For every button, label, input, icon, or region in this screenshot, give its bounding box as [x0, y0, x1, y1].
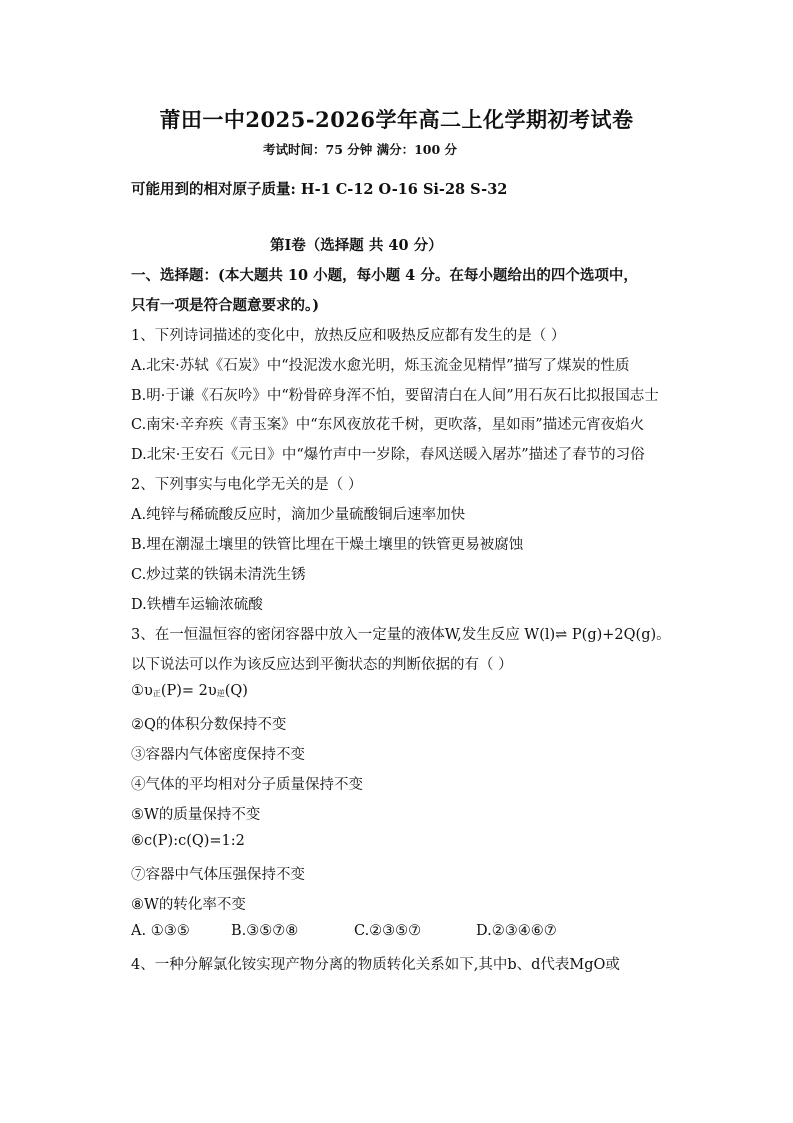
q2-option-b: B.埋在潮湿土壤里的铁管比埋在干燥土壤里的铁管更易被腐蚀 — [131, 537, 524, 553]
q3-statement-3: ③容器内气体密度保持不变 — [131, 747, 305, 763]
q1-option-a: A.北宋·苏轼《石炭》中“投泥泼水愈光明，烁玉流金见精悍”描写了煤炭的性质 — [131, 358, 630, 374]
circle-number: ① — [131, 683, 144, 699]
q3-statement-6: ⑥c(P):c(Q)=1:2 — [131, 833, 245, 849]
q4-stem: 4、一种分解氯化铵实现产物分离的物质转化关系如下,其中b、d代表MgO或 — [131, 957, 620, 973]
exam-title: 莆田一中2025-2026学年高二上化学期初考试卷 — [159, 107, 634, 132]
q3-stem-line2: 以下说法可以作为该反应达到平衡状态的判断依据的有（ ） — [131, 657, 513, 673]
q2-option-a: A.纯锌与稀硫酸反应时，滴加少量硫酸铜后速率加快 — [131, 507, 466, 523]
rate-middle: (P)= 2υ — [160, 683, 217, 699]
q1-stem: 1、下列诗词描述的变化中，放热反应和吸热反应都有发生的是（ ） — [131, 328, 566, 344]
section-heading-line2: 只有一项是符合题意要求的。) — [131, 297, 320, 314]
q3-statement-7: ⑦容器中气体压强保持不变 — [131, 867, 305, 883]
q2-stem: 2、下列事实与电化学无关的是（ ） — [131, 477, 363, 493]
q1-option-b: B.明·于谦《石灰吟》中“粉骨碎身浑不怕，要留清白在人间”用石灰石比拟报国志士 — [131, 388, 659, 404]
q3-statement-1 — [131, 683, 248, 699]
atomic-masses: 可能用到的相对原子质量: H-1 C-12 O-16 Si-28 S-32 — [131, 181, 508, 198]
q2-option-d: D.铁槽车运输浓硫酸 — [131, 597, 263, 613]
exam-info: 考试时间：75 分钟 满分：100 分 — [263, 142, 458, 157]
q3-choice-b: B.③⑤⑦⑧ — [231, 923, 299, 939]
q3-stem-line1: 3、在一恒温恒容的密闭容器中放入一定量的液体W,发生反应 W(l)⇌ P(g)+2Q(g)。 — [131, 627, 671, 643]
q3-statement-5: ⑤W的质量保持不变 — [131, 807, 261, 823]
q3-statement-4: ④气体的平均相对分子质量保持不变 — [131, 777, 363, 793]
forward-subscript: 正 — [152, 689, 161, 698]
q1-option-c: C.南宋·辛弃疾《青玉案》中“东风夜放花千树，更吹落，星如雨”描述元宵夜焰火 — [131, 417, 645, 433]
q3-statement-8: ⑧W的转化率不变 — [131, 897, 246, 913]
q3-choice-d: D.②③④⑥⑦ — [476, 923, 557, 939]
q2-option-c: C.炒过菜的铁锅未清洗生锈 — [131, 567, 306, 583]
part1-title: 第Ⅰ卷（选择题 共 40 分） — [270, 237, 443, 254]
section-heading-line1: 一、选择题：(本大题共 10 小题，每小题 4 分。在每小题给出的四个选项中， — [131, 267, 638, 284]
q1-option-d: D.北宋·王安石《元日》中“爆竹声中一岁除，春风送暖入屠苏”描述了春节的习俗 — [131, 447, 645, 463]
q3-choice-a: A. ①③⑤ — [131, 923, 190, 939]
rate-symbol: υ — [144, 683, 153, 699]
q3-choice-c: C.②③⑤⑦ — [354, 923, 422, 939]
reverse-subscript: 逆 — [216, 689, 225, 698]
q3-statement-2: ②Q的体积分数保持不变 — [131, 717, 287, 733]
rate-end: (Q) — [224, 683, 248, 699]
